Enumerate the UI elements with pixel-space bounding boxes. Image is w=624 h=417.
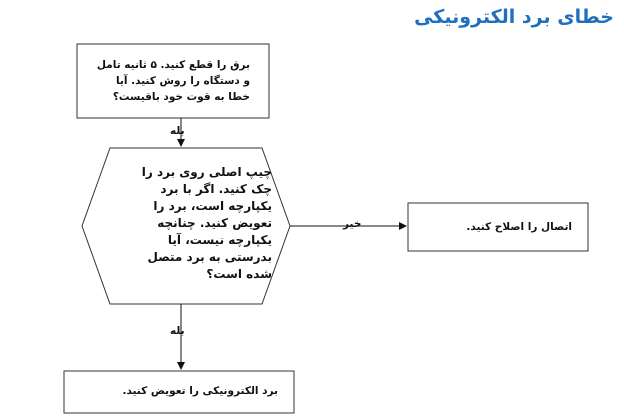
- page-title: خطای برد الکترونیکی: [414, 6, 614, 28]
- decision-text-main-chip: چیپ اصلی روی برد را چک کنید. اگر با برد یکپارچه است، برد را تعویض کنید. چنانچه یکپارچه نیست، آیا بدرستی به برد متصل شده است؟: [141, 165, 272, 281]
- edge-label-yes-1: بله: [170, 125, 185, 137]
- step-text-check-power: برق را قطع کنید. ۵ ثانیه تامل و دستگاه را روش کنید. آیا خطا به قوت خود باقیست؟: [96, 59, 250, 103]
- edge-label-yes-2: بله: [170, 325, 185, 337]
- edge-label-no: خیر: [343, 218, 362, 230]
- outcome-text-replace-board: برد الکترونیکی را تعویض کنید.: [122, 385, 278, 397]
- outcome-text-fix-connection: اتصال را اصلاح کنید.: [466, 221, 572, 233]
